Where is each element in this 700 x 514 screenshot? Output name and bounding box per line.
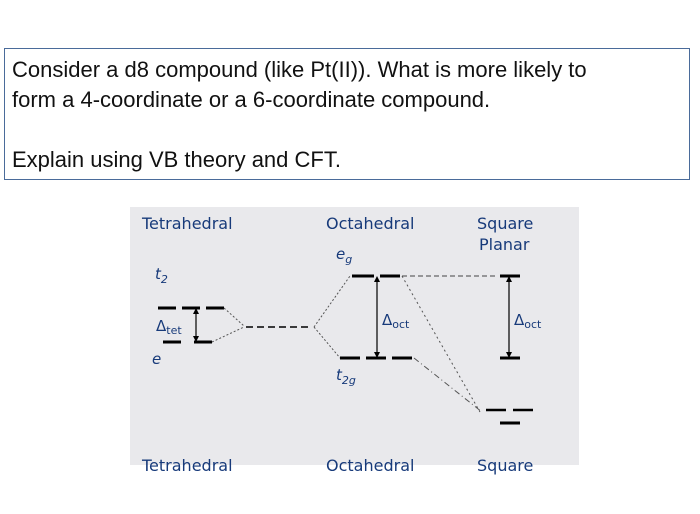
t2g-label: $t_{2g}$ [336, 366, 356, 387]
connector-center-t2g [314, 327, 340, 358]
connector-eg-sq-bottom [402, 276, 480, 412]
splitting-diagram-svg [130, 207, 579, 475]
question-line-2: form a 4-coordinate or a 6-coordinate compound. [12, 87, 491, 112]
question-box [4, 48, 690, 180]
delta-oct-sq-label: $\Delta_{oct}$ [514, 311, 542, 331]
connector-t2-center [224, 308, 244, 326]
question-line-1: Consider a d8 compound (like Pt(II)). What is more likely to [12, 57, 587, 82]
tetrahedral-header: Tetrahedral [142, 214, 233, 233]
question-line-3: Explain using VB theory and CFT. [12, 147, 341, 172]
delta-tet-label: $\Delta_{tet}$ [156, 317, 182, 337]
eg-label: $e_g$ [336, 245, 353, 266]
bottom-tetrahedral-label: Tetrahedral [142, 456, 233, 475]
octahedral-header: Octahedral [326, 214, 415, 233]
connector-e-center [212, 327, 244, 342]
delta-oct-label: $\Delta_{oct}$ [382, 311, 410, 331]
planar-header: Planar [479, 235, 530, 254]
crystal-field-splitting-diagram [130, 207, 579, 475]
bottom-square-label: Square [477, 456, 534, 475]
bottom-octahedral-label: Octahedral [326, 456, 415, 475]
t2-label: $t_2$ [155, 265, 168, 286]
square-header: Square [477, 214, 534, 233]
connector-center-eg [314, 276, 350, 327]
e-label: e [152, 350, 162, 368]
connector-t2g-sq [414, 358, 482, 412]
